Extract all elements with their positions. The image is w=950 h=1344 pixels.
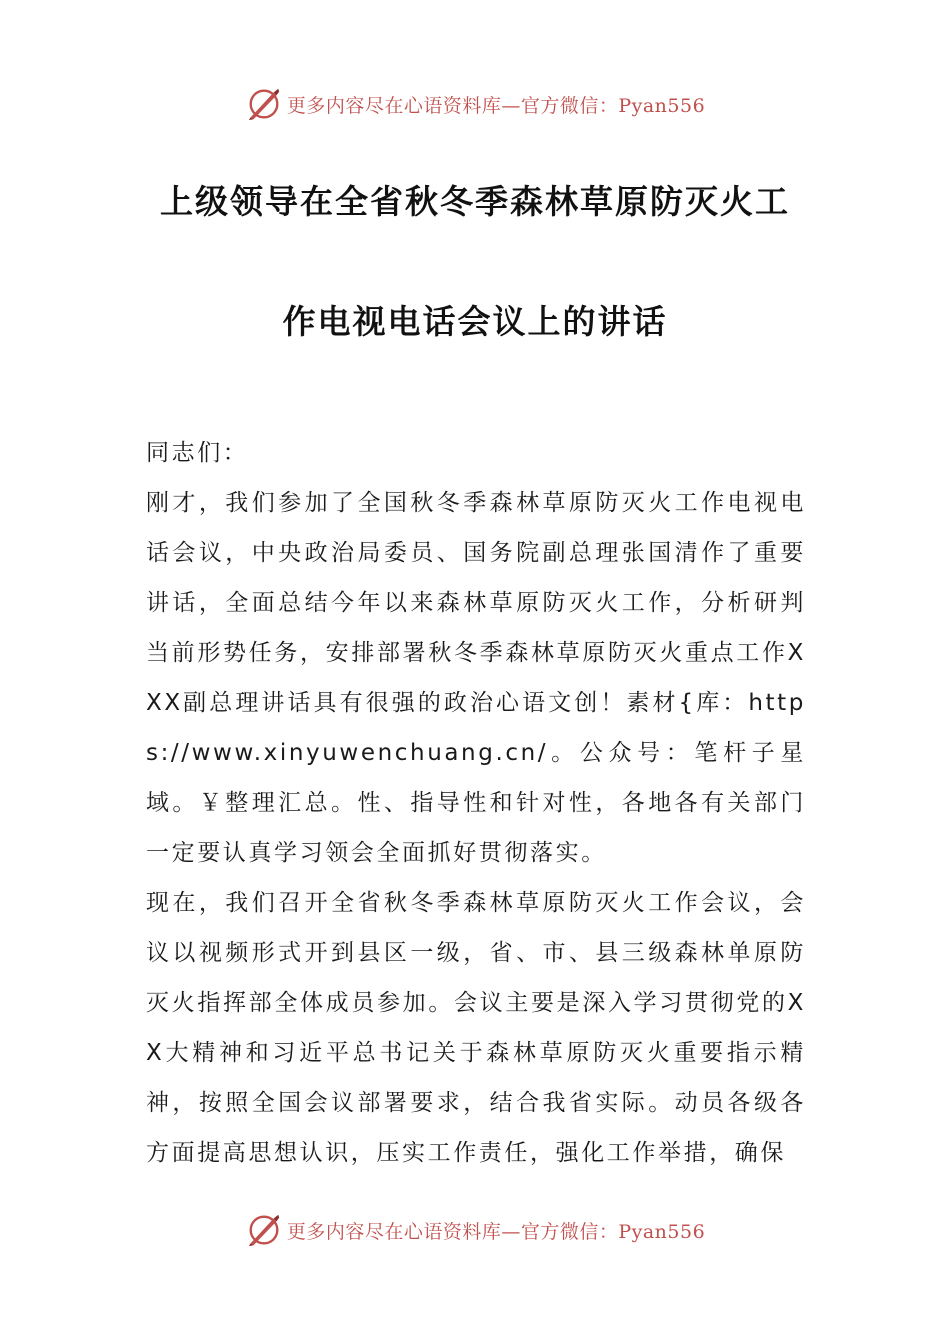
pen-logo-icon bbox=[245, 1211, 283, 1249]
page-title-line-1: 上级领导在全省秋冬季森林草原防灭火工 bbox=[160, 182, 790, 221]
paragraph-2: 现在，我们召开全省秋冬季森林草原防灭火工作会议，会议以视频形式开到县区一级，省、市、县三级森林单原防灭火指挥部全体成员参加。会议主要是深入学习贯彻党的XX大精神和习近平总书记关于森林草原防灭火重要指示精神，按照全国会议部署要求，结合我省实际。动员各级各方面提高思想认识，压实工作责任，强化工作举措，确保 bbox=[146, 890, 806, 1166]
document-body bbox=[146, 428, 806, 1178]
page-title-line-2: 作电视电话会议上的讲话 bbox=[282, 302, 668, 341]
footer-banner-text: 更多内容尽在心语资料库—官方微信：Pyan556 bbox=[286, 1220, 706, 1243]
paragraph-1: 刚才，我们参加了全国秋冬季森林草原防灭火工作电视电话会议，中央政治局委员、国务院副总理张国清作了重要讲话，全面总结今年以来森林草原防灭火工作，分析研判当前形势任务，安排部署秋冬季森林草原防灭火重点工作XXX副总理讲话具有很强的政治心语文创！素材{库：https://www.xinyuwenchuang.cn/。公众号：笔杆子星域。￥整理汇总。性、指导性和针对性，各地各有关部门一定要认真学习领会全面抓好贯彻落实。 bbox=[146, 490, 806, 866]
footer-banner bbox=[0, 1210, 950, 1250]
pen-logo-icon bbox=[245, 85, 283, 123]
header-banner-text: 更多内容尽在心语资料库—官方微信：Pyan556 bbox=[286, 94, 706, 117]
salutation: 同志们： bbox=[146, 440, 249, 466]
header-banner bbox=[0, 84, 950, 124]
